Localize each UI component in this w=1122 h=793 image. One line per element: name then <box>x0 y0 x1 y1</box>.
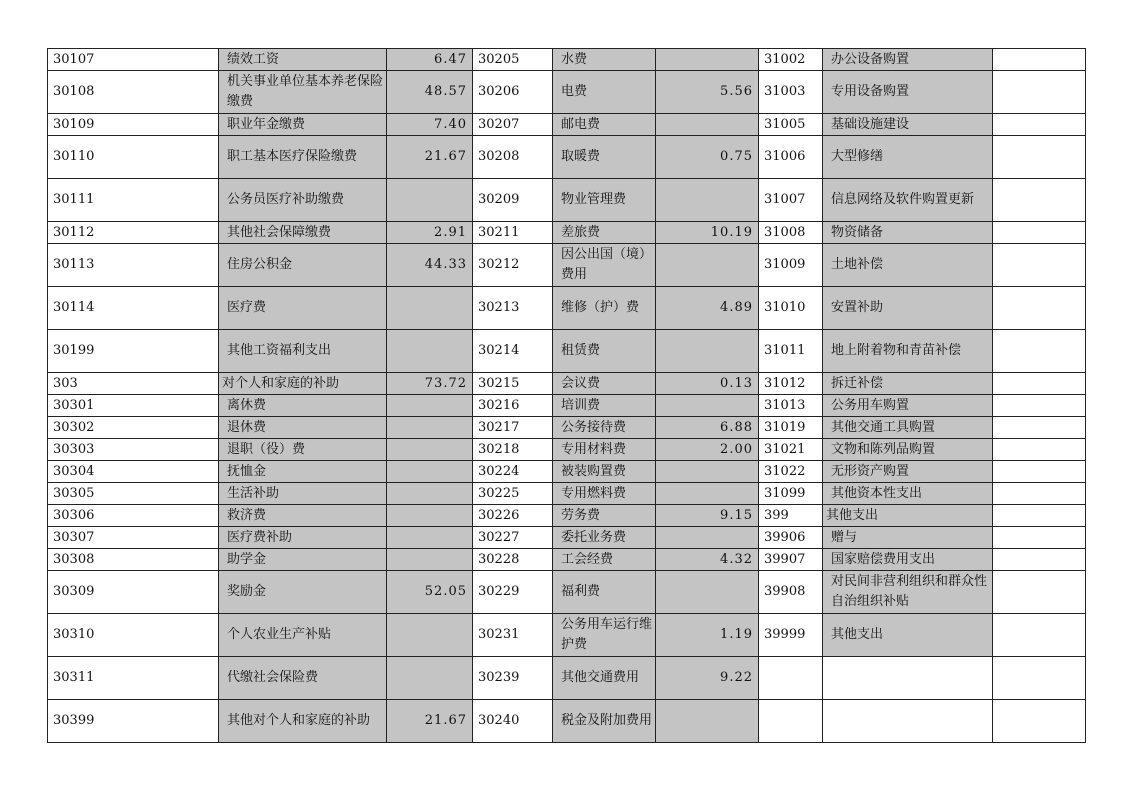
subject-name-cell: 因公出国（境）费用 <box>553 244 656 287</box>
subject-name-cell: 基础设施建设 <box>823 114 993 136</box>
amount-cell <box>387 483 473 505</box>
subject-code-cell: 30110 <box>48 136 219 179</box>
subject-name-cell: 国家赔偿费用支出 <box>823 549 993 571</box>
amount-cell <box>656 395 759 417</box>
subject-code-cell: 30239 <box>473 657 553 700</box>
amount-cell <box>656 49 759 71</box>
budget-expenditure-table <box>47 48 1086 743</box>
subject-code-cell: 30111 <box>48 179 219 222</box>
amount-cell <box>993 330 1086 373</box>
subject-code-cell: 31012 <box>759 373 823 395</box>
subject-code-cell: 30216 <box>473 395 553 417</box>
subject-name-cell: 专用材料费 <box>553 439 656 461</box>
subject-name-cell: 公务员医疗补助缴费 <box>219 179 387 222</box>
subject-code-cell: 30309 <box>48 571 219 614</box>
subject-name-cell: 离休费 <box>219 395 387 417</box>
amount-cell <box>993 439 1086 461</box>
table-row <box>48 571 1086 614</box>
table-row <box>48 373 1086 395</box>
subject-name-cell: 大型修缮 <box>823 136 993 179</box>
amount-cell: 9.22 <box>656 657 759 700</box>
amount-cell <box>387 287 473 330</box>
subject-code-cell: 30218 <box>473 439 553 461</box>
subject-code-cell: 30304 <box>48 461 219 483</box>
subject-code-cell: 31013 <box>759 395 823 417</box>
subject-code-cell: 31099 <box>759 483 823 505</box>
subject-code-cell: 30306 <box>48 505 219 527</box>
amount-cell <box>387 657 473 700</box>
amount-cell: 5.56 <box>656 71 759 114</box>
table-row <box>48 461 1086 483</box>
amount-cell <box>387 614 473 657</box>
subject-code-cell: 30207 <box>473 114 553 136</box>
subject-code-cell: 39906 <box>759 527 823 549</box>
subject-name-cell: 工会经费 <box>553 549 656 571</box>
amount-cell <box>993 527 1086 549</box>
amount-cell <box>656 114 759 136</box>
subject-code-cell <box>759 700 823 743</box>
subject-code-cell: 30211 <box>473 222 553 244</box>
subject-name-cell: 税金及附加费用 <box>553 700 656 743</box>
amount-cell <box>387 461 473 483</box>
amount-cell: 0.75 <box>656 136 759 179</box>
amount-cell <box>993 505 1086 527</box>
table-row <box>48 71 1086 114</box>
table-row <box>48 417 1086 439</box>
amount-cell: 44.33 <box>387 244 473 287</box>
subject-name-cell: 安置补助 <box>823 287 993 330</box>
subject-name-cell: 其他交通费用 <box>553 657 656 700</box>
amount-cell <box>993 483 1086 505</box>
subject-code-cell: 31011 <box>759 330 823 373</box>
amount-cell <box>993 657 1086 700</box>
subject-name-cell: 文物和陈列品购置 <box>823 439 993 461</box>
subject-name-cell: 对民间非营利组织和群众性自治组织补贴 <box>823 571 993 614</box>
subject-code-cell: 31002 <box>759 49 823 71</box>
subject-code-cell: 30107 <box>48 49 219 71</box>
subject-code-cell: 30214 <box>473 330 553 373</box>
subject-code-cell: 30303 <box>48 439 219 461</box>
subject-code-cell: 39908 <box>759 571 823 614</box>
subject-name-cell: 助学金 <box>219 549 387 571</box>
subject-code-cell: 30310 <box>48 614 219 657</box>
subject-name-cell: 物业管理费 <box>553 179 656 222</box>
table-row <box>48 179 1086 222</box>
subject-name-cell: 差旅费 <box>553 222 656 244</box>
subject-name-cell: 专用设备购置 <box>823 71 993 114</box>
amount-cell <box>656 330 759 373</box>
subject-name-cell: 公务用车购置 <box>823 395 993 417</box>
amount-cell <box>993 136 1086 179</box>
amount-cell <box>387 439 473 461</box>
amount-cell <box>387 527 473 549</box>
amount-cell: 21.67 <box>387 700 473 743</box>
subject-name-cell: 信息网络及软件购置更新 <box>823 179 993 222</box>
subject-code-cell: 30109 <box>48 114 219 136</box>
subject-code-cell: 31021 <box>759 439 823 461</box>
amount-cell <box>993 461 1086 483</box>
subject-code-cell: 30205 <box>473 49 553 71</box>
amount-cell <box>387 505 473 527</box>
amount-cell <box>993 287 1086 330</box>
amount-cell <box>387 179 473 222</box>
table-row <box>48 49 1086 71</box>
subject-name-cell: 其他支出 <box>823 614 993 657</box>
subject-name-cell: 代缴社会保险费 <box>219 657 387 700</box>
subject-name-cell: 公务接待费 <box>553 417 656 439</box>
subject-code-cell: 39907 <box>759 549 823 571</box>
table-row <box>48 527 1086 549</box>
amount-cell: 2.00 <box>656 439 759 461</box>
amount-cell: 6.88 <box>656 417 759 439</box>
amount-cell: 52.05 <box>387 571 473 614</box>
amount-cell <box>656 461 759 483</box>
subject-name-cell: 医疗费补助 <box>219 527 387 549</box>
subject-code-cell: 31009 <box>759 244 823 287</box>
subject-code-cell <box>759 657 823 700</box>
amount-cell: 10.19 <box>656 222 759 244</box>
amount-cell: 73.72 <box>387 373 473 395</box>
subject-code-cell: 30212 <box>473 244 553 287</box>
amount-cell <box>993 71 1086 114</box>
subject-code-cell: 30240 <box>473 700 553 743</box>
amount-cell: 48.57 <box>387 71 473 114</box>
subject-code-cell: 30108 <box>48 71 219 114</box>
amount-cell <box>656 571 759 614</box>
subject-name-cell: 土地补偿 <box>823 244 993 287</box>
amount-cell <box>993 571 1086 614</box>
subject-name-cell: 福利费 <box>553 571 656 614</box>
amount-cell <box>656 179 759 222</box>
table-row <box>48 549 1086 571</box>
subject-name-cell: 地上附着物和青苗补偿 <box>823 330 993 373</box>
subject-name-cell: 会议费 <box>553 373 656 395</box>
table-row <box>48 287 1086 330</box>
subject-name-cell: 取暖费 <box>553 136 656 179</box>
amount-cell: 4.89 <box>656 287 759 330</box>
amount-cell <box>656 244 759 287</box>
amount-cell: 1.19 <box>656 614 759 657</box>
amount-cell <box>387 395 473 417</box>
table-row <box>48 395 1086 417</box>
table-row <box>48 505 1086 527</box>
subject-name-cell: 其他社会保障缴费 <box>219 222 387 244</box>
subject-name-cell <box>823 700 993 743</box>
table-row <box>48 614 1086 657</box>
subject-name-cell: 物资储备 <box>823 222 993 244</box>
amount-cell: 7.40 <box>387 114 473 136</box>
subject-name-cell: 生活补助 <box>219 483 387 505</box>
amount-cell: 6.47 <box>387 49 473 71</box>
table-row <box>48 244 1086 287</box>
table-row <box>48 657 1086 700</box>
table-row <box>48 114 1086 136</box>
subject-name-cell: 邮电费 <box>553 114 656 136</box>
amount-cell <box>993 373 1086 395</box>
subject-code-cell: 31022 <box>759 461 823 483</box>
amount-cell <box>656 483 759 505</box>
amount-cell <box>656 700 759 743</box>
subject-code-cell: 30206 <box>473 71 553 114</box>
subject-code-cell: 30114 <box>48 287 219 330</box>
amount-cell: 9.15 <box>656 505 759 527</box>
subject-code-cell: 30113 <box>48 244 219 287</box>
subject-name-cell: 个人农业生产补贴 <box>219 614 387 657</box>
table-row <box>48 483 1086 505</box>
subject-name-cell: 办公设备购置 <box>823 49 993 71</box>
subject-code-cell: 30399 <box>48 700 219 743</box>
amount-cell <box>993 395 1086 417</box>
subject-name-cell: 维修（护）费 <box>553 287 656 330</box>
amount-cell <box>993 114 1086 136</box>
amount-cell <box>993 179 1086 222</box>
subject-name-cell: 机关事业单位基本养老保险缴费 <box>219 71 387 114</box>
subject-name-cell: 退休费 <box>219 417 387 439</box>
subject-code-cell: 30112 <box>48 222 219 244</box>
amount-cell <box>993 417 1086 439</box>
amount-cell <box>387 330 473 373</box>
subject-code-cell: 39999 <box>759 614 823 657</box>
subject-code-cell: 30229 <box>473 571 553 614</box>
subject-code-cell: 30199 <box>48 330 219 373</box>
subject-name-cell: 被装购置费 <box>553 461 656 483</box>
subject-name-cell: 公务用车运行维护费 <box>553 614 656 657</box>
subject-code-cell: 30311 <box>48 657 219 700</box>
subject-code-cell: 31019 <box>759 417 823 439</box>
subject-code-cell: 30215 <box>473 373 553 395</box>
subject-name-cell: 其他对个人和家庭的补助 <box>219 700 387 743</box>
amount-cell <box>656 527 759 549</box>
subject-code-cell: 30224 <box>473 461 553 483</box>
subject-name-cell: 拆迁补偿 <box>823 373 993 395</box>
subject-code-cell: 30227 <box>473 527 553 549</box>
amount-cell <box>387 549 473 571</box>
subject-name-cell: 培训费 <box>553 395 656 417</box>
subject-name-cell <box>823 657 993 700</box>
amount-cell: 2.91 <box>387 222 473 244</box>
subject-name-cell: 绩效工资 <box>219 49 387 71</box>
subject-name-cell: 专用燃料费 <box>553 483 656 505</box>
subject-name-cell: 委托业务费 <box>553 527 656 549</box>
subject-code-cell: 31008 <box>759 222 823 244</box>
table-row <box>48 222 1086 244</box>
amount-cell: 4.32 <box>656 549 759 571</box>
subject-name-cell: 其他资本性支出 <box>823 483 993 505</box>
subject-code-cell: 303 <box>48 373 219 395</box>
subject-name-cell: 医疗费 <box>219 287 387 330</box>
amount-cell: 21.67 <box>387 136 473 179</box>
amount-cell <box>993 614 1086 657</box>
amount-cell <box>387 417 473 439</box>
subject-code-cell: 31006 <box>759 136 823 179</box>
amount-cell <box>993 549 1086 571</box>
subject-code-cell: 30308 <box>48 549 219 571</box>
table-row <box>48 700 1086 743</box>
subject-name-cell: 无形资产购置 <box>823 461 993 483</box>
subject-name-cell: 救济费 <box>219 505 387 527</box>
subject-name-cell: 抚恤金 <box>219 461 387 483</box>
subject-code-cell: 30209 <box>473 179 553 222</box>
table-body <box>48 49 1086 743</box>
amount-cell <box>993 49 1086 71</box>
amount-cell <box>993 244 1086 287</box>
subject-code-cell: 30307 <box>48 527 219 549</box>
subject-name-cell: 其他工资福利支出 <box>219 330 387 373</box>
table-row <box>48 330 1086 373</box>
subject-code-cell: 31005 <box>759 114 823 136</box>
subject-name-cell: 水费 <box>553 49 656 71</box>
subject-code-cell: 30302 <box>48 417 219 439</box>
subject-name-cell: 电费 <box>553 71 656 114</box>
table-row <box>48 439 1086 461</box>
subject-code-cell: 30231 <box>473 614 553 657</box>
subject-code-cell: 399 <box>759 505 823 527</box>
subject-name-cell: 奖励金 <box>219 571 387 614</box>
subject-name-cell: 赠与 <box>823 527 993 549</box>
subject-name-cell: 其他交通工具购置 <box>823 417 993 439</box>
subject-name-cell: 其他支出 <box>823 505 993 527</box>
subject-name-cell: 职业年金缴费 <box>219 114 387 136</box>
subject-code-cell: 31003 <box>759 71 823 114</box>
subject-code-cell: 30305 <box>48 483 219 505</box>
subject-code-cell: 30213 <box>473 287 553 330</box>
amount-cell: 0.13 <box>656 373 759 395</box>
amount-cell <box>993 700 1086 743</box>
subject-name-cell: 劳务费 <box>553 505 656 527</box>
table-row <box>48 136 1086 179</box>
subject-name-cell: 住房公积金 <box>219 244 387 287</box>
subject-code-cell: 30225 <box>473 483 553 505</box>
subject-code-cell: 30208 <box>473 136 553 179</box>
subject-code-cell: 31010 <box>759 287 823 330</box>
subject-name-cell: 职工基本医疗保险缴费 <box>219 136 387 179</box>
subject-code-cell: 30217 <box>473 417 553 439</box>
subject-code-cell: 30301 <box>48 395 219 417</box>
subject-name-cell: 租赁费 <box>553 330 656 373</box>
subject-code-cell: 31007 <box>759 179 823 222</box>
amount-cell <box>993 222 1086 244</box>
subject-code-cell: 30228 <box>473 549 553 571</box>
subject-name-cell: 退职（役）费 <box>219 439 387 461</box>
subject-name-cell: 对个人和家庭的补助 <box>219 373 387 395</box>
subject-code-cell: 30226 <box>473 505 553 527</box>
